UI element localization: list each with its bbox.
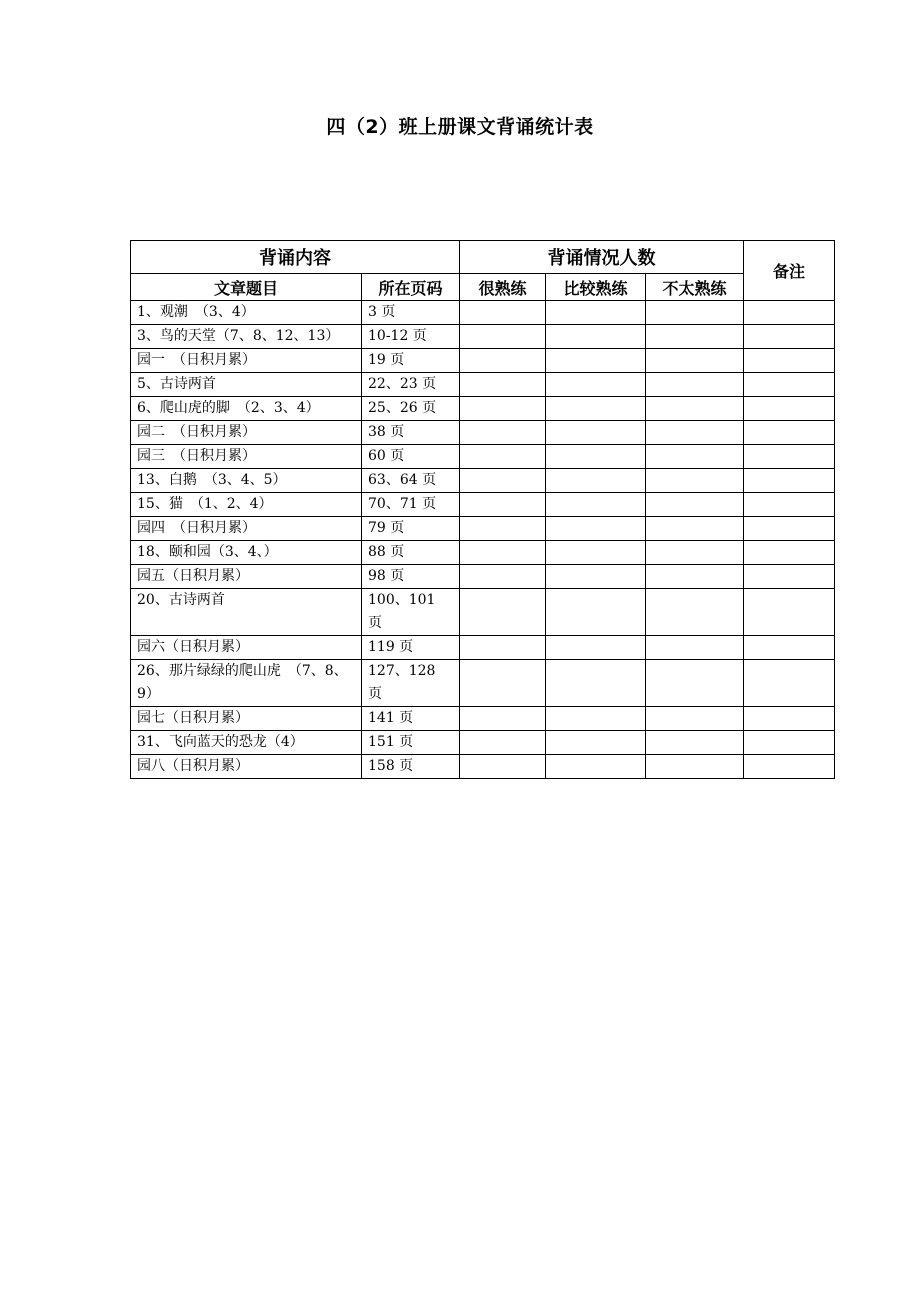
cell-note[interactable]	[744, 731, 835, 755]
cell-not[interactable]	[646, 660, 744, 707]
cell-page: 79 页	[362, 517, 460, 541]
cell-not[interactable]	[646, 301, 744, 325]
cell-page: 158 页	[362, 755, 460, 779]
cell-not[interactable]	[646, 493, 744, 517]
cell-not[interactable]	[646, 397, 744, 421]
table-row	[131, 493, 835, 517]
cell-fairly[interactable]	[546, 755, 646, 779]
cell-not[interactable]	[646, 636, 744, 660]
cell-not[interactable]	[646, 755, 744, 779]
col-title-header: 文章题目	[131, 274, 362, 301]
cell-title: 15、猫 （1、2、4）	[131, 493, 362, 517]
cell-very[interactable]	[460, 541, 546, 565]
cell-fairly[interactable]	[546, 493, 646, 517]
cell-very[interactable]	[460, 755, 546, 779]
cell-note[interactable]	[744, 517, 835, 541]
cell-title: 5、古诗两首	[131, 373, 362, 397]
cell-fairly[interactable]	[546, 325, 646, 349]
cell-title: 园八（日积月累）	[131, 755, 362, 779]
cell-very[interactable]	[460, 301, 546, 325]
cell-very[interactable]	[460, 373, 546, 397]
cell-note[interactable]	[744, 325, 835, 349]
cell-page: 10-12 页	[362, 325, 460, 349]
cell-fairly[interactable]	[546, 660, 646, 707]
cell-note[interactable]	[744, 541, 835, 565]
cell-page: 141 页	[362, 707, 460, 731]
cell-title: 26、那片绿绿的爬山虎 （7、8、9）	[131, 660, 362, 707]
cell-not[interactable]	[646, 731, 744, 755]
table-row	[131, 445, 835, 469]
cell-not[interactable]	[646, 565, 744, 589]
cell-very[interactable]	[460, 517, 546, 541]
table-row	[131, 325, 835, 349]
col-very-fluent-header: 很熟练	[460, 274, 546, 301]
table-row	[131, 589, 835, 636]
table-row	[131, 755, 835, 779]
cell-fairly[interactable]	[546, 707, 646, 731]
cell-very[interactable]	[460, 349, 546, 373]
table-row	[131, 565, 835, 589]
cell-page: 127、128 页	[362, 660, 460, 707]
cell-fairly[interactable]	[546, 397, 646, 421]
cell-note[interactable]	[744, 421, 835, 445]
header-row-2	[131, 274, 835, 301]
table-row	[131, 421, 835, 445]
cell-not[interactable]	[646, 373, 744, 397]
cell-not[interactable]	[646, 421, 744, 445]
cell-note[interactable]	[744, 373, 835, 397]
header-row-1	[131, 241, 835, 274]
cell-page: 22、23 页	[362, 373, 460, 397]
table-row	[131, 301, 835, 325]
cell-not[interactable]	[646, 541, 744, 565]
cell-page: 63、64 页	[362, 469, 460, 493]
cell-title: 园三 （日积月累）	[131, 445, 362, 469]
col-fairly-fluent-header: 比较熟练	[546, 274, 646, 301]
table-row	[131, 660, 835, 707]
cell-fairly[interactable]	[546, 517, 646, 541]
cell-fairly[interactable]	[546, 541, 646, 565]
cell-title: 园七（日积月累）	[131, 707, 362, 731]
cell-very[interactable]	[460, 707, 546, 731]
table-row	[131, 636, 835, 660]
table-row	[131, 397, 835, 421]
cell-fairly[interactable]	[546, 589, 646, 636]
cell-very[interactable]	[460, 589, 546, 636]
table-row	[131, 707, 835, 731]
cell-page: 151 页	[362, 731, 460, 755]
cell-title: 园四 （日积月累）	[131, 517, 362, 541]
header-note: 备注	[744, 241, 835, 301]
cell-page: 100、101 页	[362, 589, 460, 636]
cell-fairly[interactable]	[546, 301, 646, 325]
cell-fairly[interactable]	[546, 421, 646, 445]
cell-very[interactable]	[460, 421, 546, 445]
cell-fairly[interactable]	[546, 445, 646, 469]
cell-not[interactable]	[646, 445, 744, 469]
table-row	[131, 517, 835, 541]
cell-title: 园一 （日积月累）	[131, 349, 362, 373]
cell-very[interactable]	[460, 397, 546, 421]
cell-page: 38 页	[362, 421, 460, 445]
cell-fairly[interactable]	[546, 469, 646, 493]
col-not-fluent-header: 不太熟练	[646, 274, 744, 301]
cell-very[interactable]	[460, 731, 546, 755]
page-title: 四（2）班上册课文背诵统计表	[326, 116, 594, 138]
cell-fairly[interactable]	[546, 349, 646, 373]
cell-note[interactable]	[744, 349, 835, 373]
cell-note[interactable]	[744, 755, 835, 779]
cell-note[interactable]	[744, 301, 835, 325]
cell-not[interactable]	[646, 325, 744, 349]
table-row	[131, 349, 835, 373]
cell-page: 70、71 页	[362, 493, 460, 517]
cell-note[interactable]	[744, 397, 835, 421]
cell-very[interactable]	[460, 636, 546, 660]
cell-very[interactable]	[460, 469, 546, 493]
cell-note[interactable]	[744, 445, 835, 469]
cell-page: 98 页	[362, 565, 460, 589]
cell-page: 25、26 页	[362, 397, 460, 421]
cell-not[interactable]	[646, 469, 744, 493]
cell-very[interactable]	[460, 493, 546, 517]
table-row	[131, 541, 835, 565]
recitation-table	[130, 240, 835, 779]
cell-note[interactable]	[744, 660, 835, 707]
cell-title: 13、白鹅 （3、4、5）	[131, 469, 362, 493]
cell-page: 19 页	[362, 349, 460, 373]
col-page-header: 所在页码	[362, 274, 460, 301]
cell-very[interactable]	[460, 565, 546, 589]
cell-note[interactable]	[744, 707, 835, 731]
cell-title: 31、飞向蓝天的恐龙（4）	[131, 731, 362, 755]
cell-fairly[interactable]	[546, 636, 646, 660]
cell-title: 园二 （日积月累）	[131, 421, 362, 445]
cell-title: 1、观潮 （3、4）	[131, 301, 362, 325]
table-row	[131, 731, 835, 755]
cell-page: 3 页	[362, 301, 460, 325]
cell-not[interactable]	[646, 589, 744, 636]
table-row	[131, 373, 835, 397]
cell-page: 119 页	[362, 636, 460, 660]
cell-not[interactable]	[646, 349, 744, 373]
cell-note[interactable]	[744, 636, 835, 660]
cell-note[interactable]	[744, 469, 835, 493]
header-content: 背诵内容	[131, 241, 460, 274]
cell-note[interactable]	[744, 589, 835, 636]
cell-fairly[interactable]	[546, 373, 646, 397]
header-situation: 背诵情况人数	[460, 241, 744, 274]
cell-title: 20、古诗两首	[131, 589, 362, 636]
cell-very[interactable]	[460, 325, 546, 349]
cell-fairly[interactable]	[546, 731, 646, 755]
cell-page: 60 页	[362, 445, 460, 469]
cell-title: 3、鸟的天堂（7、8、12、13）	[131, 325, 362, 349]
cell-not[interactable]	[646, 707, 744, 731]
cell-page: 88 页	[362, 541, 460, 565]
table-row	[131, 469, 835, 493]
cell-not[interactable]	[646, 517, 744, 541]
cell-title: 6、爬山虎的脚 （2、3、4）	[131, 397, 362, 421]
cell-title: 园五（日积月累）	[131, 565, 362, 589]
cell-fairly[interactable]	[546, 565, 646, 589]
cell-very[interactable]	[460, 660, 546, 707]
cell-title: 18、颐和园（3、4、）	[131, 541, 362, 565]
cell-very[interactable]	[460, 445, 546, 469]
cell-note[interactable]	[744, 493, 835, 517]
cell-title: 园六（日积月累）	[131, 636, 362, 660]
cell-note[interactable]	[744, 565, 835, 589]
